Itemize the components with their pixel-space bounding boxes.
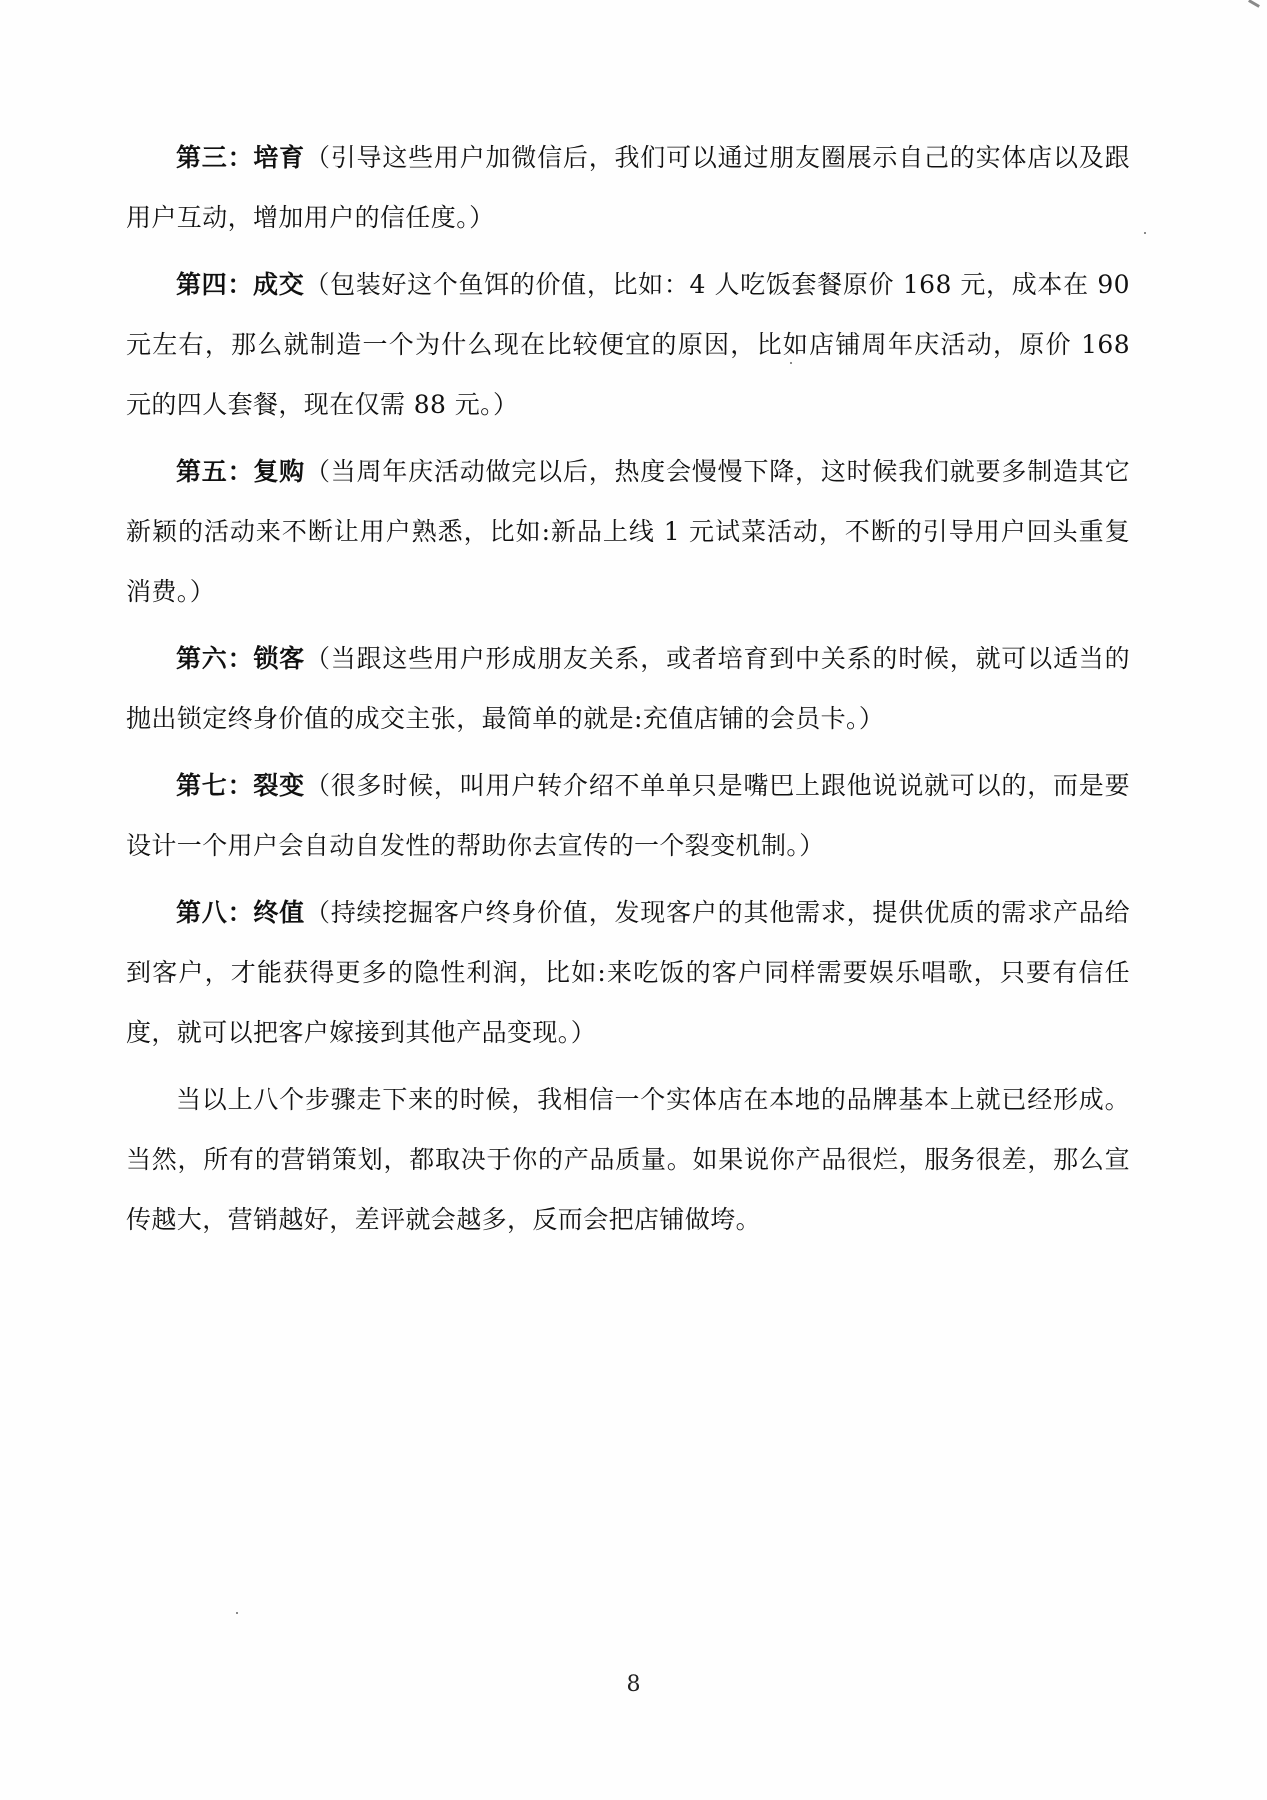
scan-speck: [236, 1612, 238, 1614]
paragraph-heading: 第六：锁客: [176, 644, 305, 673]
paragraph-heading: 第五：复购: [176, 457, 305, 486]
scan-speck: [1248, 0, 1260, 8]
scan-speck: [1144, 232, 1146, 234]
paragraph-text: （很多时候，叫用户转介绍不单单只是嘴巴上跟他说说就可以的，而是要设计一个用户会自动自发性的帮助你去宣传的一个裂变机制。）: [126, 771, 1130, 860]
paragraph-text: （当跟这些用户形成朋友关系，或者培育到中关系的时候，就可以适当的抛出锁定终身价值的成交主张，最简单的就是:充值店铺的会员卡。）: [126, 644, 1130, 733]
paragraph-step-5: [126, 442, 1130, 622]
scan-speck: [790, 362, 792, 364]
paragraph-text: （持续挖掘客户终身价值，发现客户的其他需求，提供优质的需求产品给到客户，才能获得更多的隐性利润，比如:来吃饭的客户同样需要娱乐唱歌，只要有信任度，就可以把客户嫁接到其他产品变现。）: [126, 898, 1130, 1047]
paragraph-step-8: [126, 883, 1130, 1063]
paragraph-heading: 第四：成交: [176, 270, 305, 299]
paragraph-text: （当周年庆活动做完以后，热度会慢慢下降，这时候我们就要多制造其它新颖的活动来不断让用户熟悉，比如:新品上线 1 元试菜活动，不断的引导用户回头重复消费。）: [126, 457, 1130, 606]
paragraph-step-7: [126, 756, 1130, 876]
page-number: 8: [626, 1672, 641, 1697]
paragraph-step-4: [126, 255, 1130, 435]
paragraph-step-6: [126, 629, 1130, 749]
body-text: [126, 128, 1130, 1257]
paragraph-heading: 第八：终值: [176, 898, 305, 927]
paragraph-text: （包装好这个鱼饵的价值，比如：4 人吃饭套餐原价 168 元，成本在 90 元左右，那么就制造一个为什么现在比较便宜的原因，比如店铺周年庆活动，原价 168 元的四人套餐，现在仅需 88 元。）: [126, 270, 1130, 419]
paragraph-text: 当以上八个步骤走下来的时候，我相信一个实体店在本地的品牌基本上就已经形成。当然，所有的营销策划，都取决于你的产品质量。如果说你产品很烂，服务很差，那么宣传越大，营销越好，差评就会越多，反而会把店铺做垮。: [126, 1085, 1130, 1234]
paragraph-step-3: [126, 128, 1130, 248]
paragraph-text: （引导这些用户加微信后，我们可以通过朋友圈展示自己的实体店以及跟用户互动，增加用户的信任度。）: [126, 143, 1130, 232]
paragraph-heading: 第三：培育: [176, 143, 305, 172]
paragraph-heading: 第七：裂变: [176, 771, 305, 800]
paragraph-conclusion: [126, 1070, 1130, 1250]
